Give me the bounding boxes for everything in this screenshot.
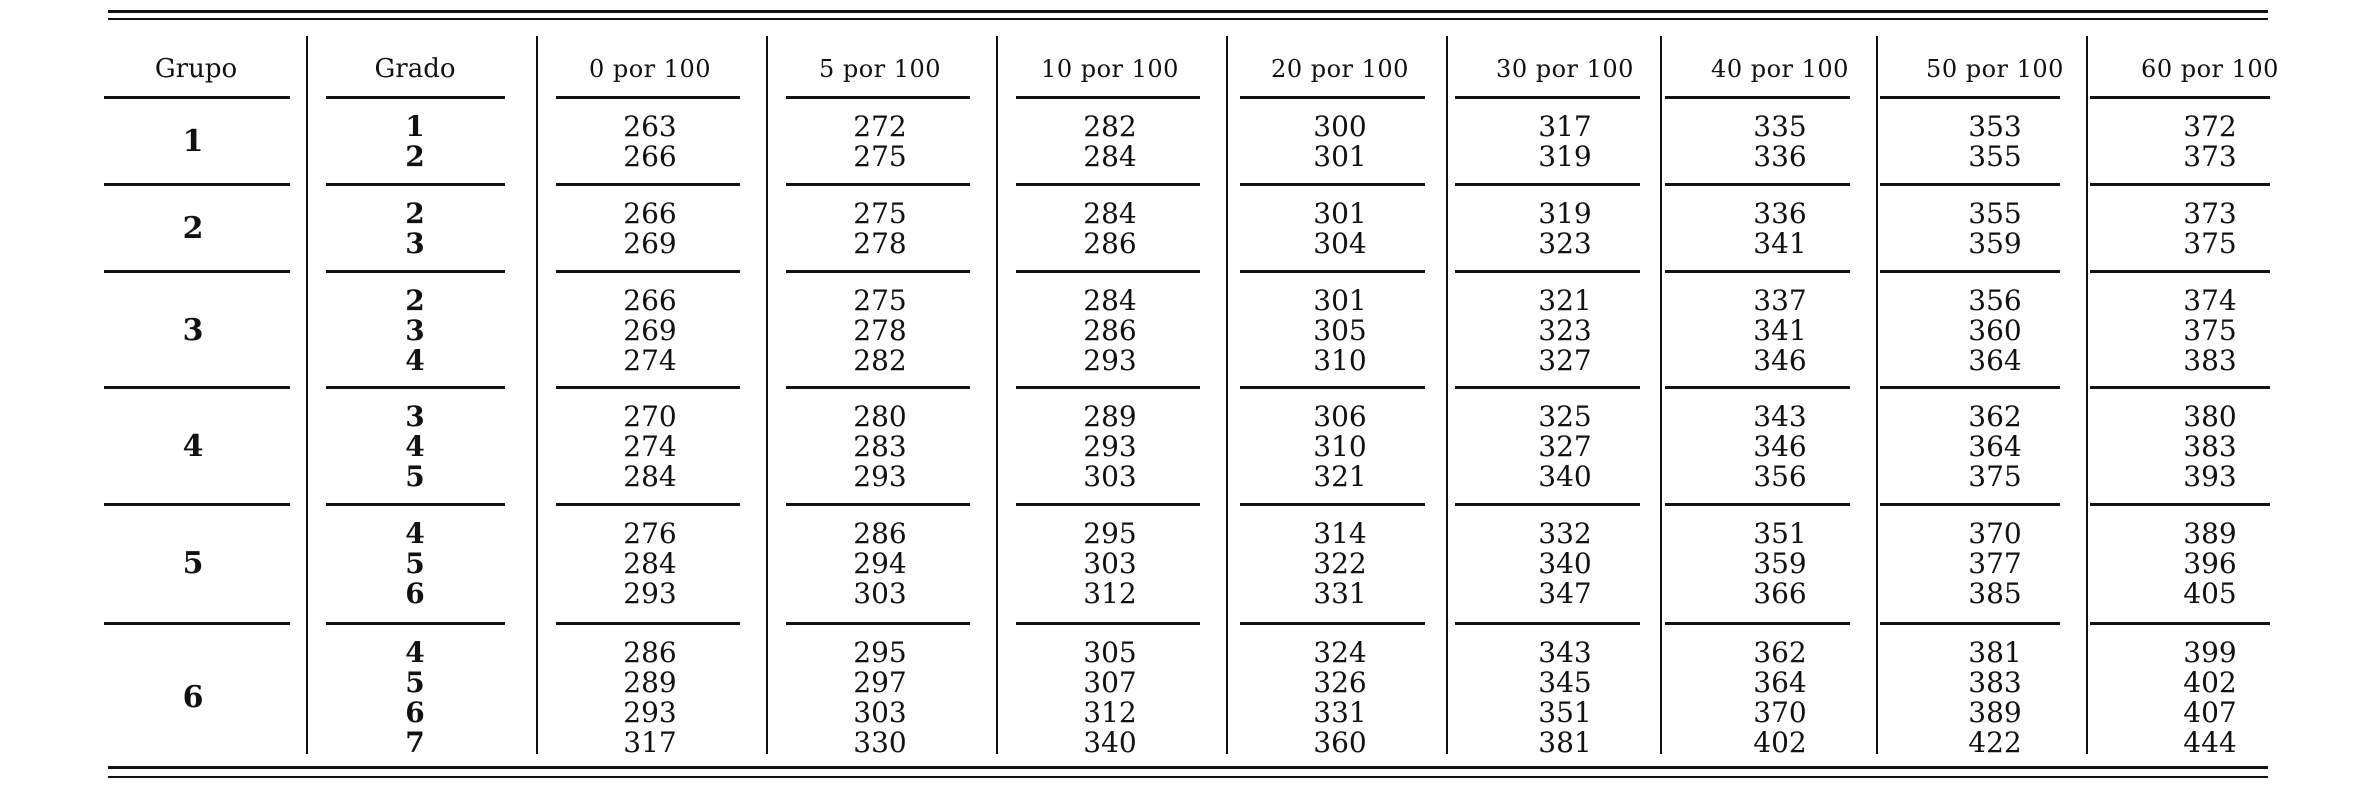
column-divider bbox=[536, 36, 538, 754]
row-separator bbox=[1240, 96, 1425, 99]
row-separator bbox=[2090, 183, 2270, 186]
value-cell: 284 bbox=[623, 460, 677, 493]
row-separator bbox=[1240, 270, 1425, 273]
value-cell: 346 bbox=[1753, 344, 1807, 377]
row-separator bbox=[556, 183, 740, 186]
value-cell: 381 bbox=[1538, 726, 1592, 759]
row-separator bbox=[1016, 270, 1200, 273]
value-cell: 393 bbox=[2183, 460, 2237, 493]
value-cell: 351 bbox=[1753, 517, 1807, 550]
value-cell: 380 bbox=[2183, 400, 2237, 433]
grado-cell: 5 bbox=[405, 460, 425, 493]
value-cell: 276 bbox=[623, 517, 677, 550]
value-cell: 327 bbox=[1538, 344, 1592, 377]
value-cell: 293 bbox=[853, 460, 907, 493]
row-separator bbox=[2090, 96, 2270, 99]
value-cell: 284 bbox=[1083, 197, 1137, 230]
value-cell: 383 bbox=[1968, 666, 2022, 699]
row-separator bbox=[326, 183, 505, 186]
column-header: 10 por 100 bbox=[1041, 55, 1179, 83]
value-cell: 325 bbox=[1538, 400, 1592, 433]
value-cell: 295 bbox=[1083, 517, 1137, 550]
row-separator bbox=[556, 386, 740, 389]
row-separator bbox=[326, 503, 505, 506]
row-separator bbox=[556, 622, 740, 625]
value-cell: 444 bbox=[2183, 726, 2237, 759]
row-separator bbox=[1016, 386, 1200, 389]
value-cell: 284 bbox=[1083, 284, 1137, 317]
value-cell: 356 bbox=[1753, 460, 1807, 493]
row-separator bbox=[786, 622, 970, 625]
value-cell: 331 bbox=[1313, 577, 1367, 610]
value-cell: 383 bbox=[2183, 344, 2237, 377]
value-cell: 359 bbox=[1968, 227, 2022, 260]
row-separator bbox=[1240, 183, 1425, 186]
column-header: 40 por 100 bbox=[1711, 55, 1849, 83]
column-header: 20 por 100 bbox=[1271, 55, 1409, 83]
value-cell: 383 bbox=[2183, 430, 2237, 463]
value-cell: 269 bbox=[623, 314, 677, 347]
row-separator bbox=[104, 503, 290, 506]
value-cell: 335 bbox=[1753, 110, 1807, 143]
value-cell: 293 bbox=[623, 577, 677, 610]
value-cell: 370 bbox=[1753, 696, 1807, 729]
value-cell: 303 bbox=[1083, 460, 1137, 493]
value-cell: 346 bbox=[1753, 430, 1807, 463]
column-header: 50 por 100 bbox=[1926, 55, 2064, 83]
grado-cell: 7 bbox=[405, 726, 425, 759]
row-separator bbox=[786, 503, 970, 506]
grupo-label: 2 bbox=[182, 211, 204, 246]
value-cell: 375 bbox=[2183, 314, 2237, 347]
row-separator bbox=[1880, 96, 2060, 99]
row-separator bbox=[1016, 503, 1200, 506]
value-cell: 324 bbox=[1313, 636, 1367, 669]
grado-cell: 6 bbox=[405, 696, 425, 729]
row-separator bbox=[556, 503, 740, 506]
row-separator bbox=[2090, 503, 2270, 506]
value-cell: 274 bbox=[623, 430, 677, 463]
value-cell: 364 bbox=[1968, 344, 2022, 377]
grupo-label: 1 bbox=[182, 124, 204, 159]
value-cell: 319 bbox=[1538, 197, 1592, 230]
grado-cell: 5 bbox=[405, 547, 425, 580]
row-separator bbox=[1455, 622, 1640, 625]
value-cell: 310 bbox=[1313, 430, 1367, 463]
column-divider bbox=[1660, 36, 1662, 754]
grado-cell: 2 bbox=[405, 197, 425, 230]
value-cell: 360 bbox=[1313, 726, 1367, 759]
value-cell: 370 bbox=[1968, 517, 2022, 550]
row-separator bbox=[1665, 270, 1850, 273]
row-separator bbox=[104, 270, 290, 273]
row-separator bbox=[1455, 96, 1640, 99]
row-separator bbox=[1016, 96, 1200, 99]
value-cell: 340 bbox=[1538, 547, 1592, 580]
value-cell: 364 bbox=[1968, 430, 2022, 463]
row-separator bbox=[1880, 503, 2060, 506]
row-separator bbox=[1880, 270, 2060, 273]
value-cell: 301 bbox=[1313, 197, 1367, 230]
value-cell: 278 bbox=[853, 314, 907, 347]
row-separator bbox=[786, 183, 970, 186]
column-divider bbox=[996, 36, 998, 754]
value-cell: 303 bbox=[1083, 547, 1137, 580]
bottom-rule bbox=[108, 776, 2268, 778]
value-cell: 389 bbox=[1968, 696, 2022, 729]
row-separator bbox=[2090, 386, 2270, 389]
row-separator bbox=[1240, 503, 1425, 506]
column-header: 5 por 100 bbox=[818, 55, 942, 83]
value-cell: 355 bbox=[1968, 140, 2022, 173]
row-separator bbox=[1455, 503, 1640, 506]
value-cell: 351 bbox=[1538, 696, 1592, 729]
grado-cell: 5 bbox=[405, 666, 425, 699]
row-separator bbox=[2090, 622, 2270, 625]
value-cell: 389 bbox=[2183, 517, 2237, 550]
row-separator bbox=[1455, 270, 1640, 273]
value-cell: 304 bbox=[1313, 227, 1367, 260]
value-cell: 326 bbox=[1313, 666, 1367, 699]
value-cell: 359 bbox=[1753, 547, 1807, 580]
row-separator bbox=[1665, 503, 1850, 506]
row-separator bbox=[1880, 622, 2060, 625]
value-cell: 303 bbox=[853, 577, 907, 610]
value-cell: 307 bbox=[1083, 666, 1137, 699]
value-cell: 375 bbox=[1968, 460, 2022, 493]
value-cell: 341 bbox=[1753, 314, 1807, 347]
value-cell: 278 bbox=[853, 227, 907, 260]
value-cell: 343 bbox=[1753, 400, 1807, 433]
value-cell: 286 bbox=[623, 636, 677, 669]
value-cell: 373 bbox=[2183, 140, 2237, 173]
value-cell: 377 bbox=[1968, 547, 2022, 580]
value-cell: 399 bbox=[2183, 636, 2237, 669]
value-cell: 340 bbox=[1083, 726, 1137, 759]
value-cell: 312 bbox=[1083, 696, 1137, 729]
value-cell: 372 bbox=[2183, 110, 2237, 143]
grupo-label: 3 bbox=[182, 313, 204, 348]
row-separator bbox=[1665, 622, 1850, 625]
grado-cell: 6 bbox=[405, 577, 425, 610]
column-header: 0 por 100 bbox=[588, 55, 712, 83]
value-cell: 275 bbox=[853, 140, 907, 173]
value-cell: 323 bbox=[1538, 227, 1592, 260]
value-cell: 375 bbox=[2183, 227, 2237, 260]
value-cell: 289 bbox=[1083, 400, 1137, 433]
value-cell: 284 bbox=[623, 547, 677, 580]
column-header: Grado bbox=[374, 54, 456, 84]
row-separator bbox=[326, 96, 505, 99]
row-separator bbox=[326, 622, 505, 625]
value-cell: 331 bbox=[1313, 696, 1367, 729]
value-cell: 422 bbox=[1968, 726, 2022, 759]
column-header: Grupo bbox=[154, 54, 238, 84]
value-cell: 301 bbox=[1313, 284, 1367, 317]
value-cell: 321 bbox=[1538, 284, 1592, 317]
value-cell: 347 bbox=[1538, 577, 1592, 610]
value-cell: 293 bbox=[1083, 344, 1137, 377]
grado-cell: 2 bbox=[405, 284, 425, 317]
grado-cell: 4 bbox=[405, 344, 425, 377]
value-cell: 343 bbox=[1538, 636, 1592, 669]
row-separator bbox=[556, 270, 740, 273]
value-cell: 274 bbox=[623, 344, 677, 377]
grado-cell: 4 bbox=[405, 517, 425, 550]
grado-cell: 4 bbox=[405, 430, 425, 463]
value-cell: 362 bbox=[1753, 636, 1807, 669]
value-cell: 286 bbox=[1083, 227, 1137, 260]
row-separator bbox=[1016, 622, 1200, 625]
value-cell: 282 bbox=[853, 344, 907, 377]
value-cell: 294 bbox=[853, 547, 907, 580]
grado-cell: 2 bbox=[405, 140, 425, 173]
grado-cell: 1 bbox=[405, 110, 425, 143]
column-header: 30 por 100 bbox=[1496, 55, 1634, 83]
value-cell: 286 bbox=[853, 517, 907, 550]
value-cell: 317 bbox=[1538, 110, 1592, 143]
bottom-rule bbox=[108, 766, 2268, 769]
column-divider bbox=[1876, 36, 1878, 754]
value-cell: 402 bbox=[1753, 726, 1807, 759]
value-cell: 317 bbox=[623, 726, 677, 759]
row-separator bbox=[1665, 183, 1850, 186]
value-cell: 402 bbox=[2183, 666, 2237, 699]
value-cell: 293 bbox=[623, 696, 677, 729]
row-separator bbox=[326, 386, 505, 389]
value-cell: 381 bbox=[1968, 636, 2022, 669]
value-cell: 305 bbox=[1313, 314, 1367, 347]
value-cell: 327 bbox=[1538, 430, 1592, 463]
value-cell: 263 bbox=[623, 110, 677, 143]
value-cell: 286 bbox=[1083, 314, 1137, 347]
value-cell: 280 bbox=[853, 400, 907, 433]
row-separator bbox=[786, 386, 970, 389]
value-cell: 283 bbox=[853, 430, 907, 463]
row-separator bbox=[326, 270, 505, 273]
value-cell: 323 bbox=[1538, 314, 1592, 347]
value-cell: 306 bbox=[1313, 400, 1367, 433]
column-divider bbox=[766, 36, 768, 754]
value-cell: 282 bbox=[1083, 110, 1137, 143]
value-cell: 374 bbox=[2183, 284, 2237, 317]
value-cell: 340 bbox=[1538, 460, 1592, 493]
value-cell: 345 bbox=[1538, 666, 1592, 699]
grado-cell: 3 bbox=[405, 314, 425, 347]
value-cell: 385 bbox=[1968, 577, 2022, 610]
value-cell: 360 bbox=[1968, 314, 2022, 347]
value-cell: 301 bbox=[1313, 140, 1367, 173]
grado-cell: 4 bbox=[405, 636, 425, 669]
row-separator bbox=[104, 386, 290, 389]
value-cell: 269 bbox=[623, 227, 677, 260]
value-cell: 275 bbox=[853, 197, 907, 230]
value-cell: 353 bbox=[1968, 110, 2022, 143]
value-cell: 297 bbox=[853, 666, 907, 699]
value-cell: 356 bbox=[1968, 284, 2022, 317]
row-separator bbox=[1880, 183, 2060, 186]
value-cell: 322 bbox=[1313, 547, 1367, 580]
top-rule bbox=[108, 10, 2268, 13]
value-cell: 336 bbox=[1753, 140, 1807, 173]
value-cell: 336 bbox=[1753, 197, 1807, 230]
row-separator bbox=[1880, 386, 2060, 389]
row-separator bbox=[2090, 270, 2270, 273]
value-cell: 289 bbox=[623, 666, 677, 699]
column-divider bbox=[1446, 36, 1448, 754]
value-cell: 373 bbox=[2183, 197, 2237, 230]
grado-cell: 3 bbox=[405, 227, 425, 260]
value-cell: 332 bbox=[1538, 517, 1592, 550]
value-cell: 293 bbox=[1083, 430, 1137, 463]
row-separator bbox=[1016, 183, 1200, 186]
value-cell: 270 bbox=[623, 400, 677, 433]
value-cell: 341 bbox=[1753, 227, 1807, 260]
value-cell: 305 bbox=[1083, 636, 1137, 669]
value-cell: 314 bbox=[1313, 517, 1367, 550]
value-cell: 310 bbox=[1313, 344, 1367, 377]
value-cell: 300 bbox=[1313, 110, 1367, 143]
value-cell: 319 bbox=[1538, 140, 1592, 173]
row-separator bbox=[104, 96, 290, 99]
grupo-label: 4 bbox=[182, 429, 204, 464]
row-separator bbox=[1665, 96, 1850, 99]
value-cell: 275 bbox=[853, 284, 907, 317]
row-separator bbox=[556, 96, 740, 99]
value-cell: 330 bbox=[853, 726, 907, 759]
value-cell: 303 bbox=[853, 696, 907, 729]
row-separator bbox=[1455, 386, 1640, 389]
row-separator bbox=[1665, 386, 1850, 389]
value-cell: 366 bbox=[1753, 577, 1807, 610]
row-separator bbox=[1455, 183, 1640, 186]
column-divider bbox=[2086, 36, 2088, 754]
value-cell: 362 bbox=[1968, 400, 2022, 433]
value-cell: 295 bbox=[853, 636, 907, 669]
value-cell: 337 bbox=[1753, 284, 1807, 317]
column-divider bbox=[1226, 36, 1228, 754]
row-separator bbox=[786, 270, 970, 273]
row-separator bbox=[786, 96, 970, 99]
value-cell: 407 bbox=[2183, 696, 2237, 729]
grupo-label: 6 bbox=[182, 680, 204, 715]
row-separator bbox=[1240, 386, 1425, 389]
value-cell: 266 bbox=[623, 284, 677, 317]
value-cell: 266 bbox=[623, 140, 677, 173]
value-cell: 266 bbox=[623, 197, 677, 230]
value-cell: 355 bbox=[1968, 197, 2022, 230]
column-header: 60 por 100 bbox=[2141, 55, 2279, 83]
grado-cell: 3 bbox=[405, 400, 425, 433]
grupo-label: 5 bbox=[182, 546, 204, 581]
value-cell: 364 bbox=[1753, 666, 1807, 699]
value-cell: 272 bbox=[853, 110, 907, 143]
value-cell: 396 bbox=[2183, 547, 2237, 580]
value-cell: 321 bbox=[1313, 460, 1367, 493]
value-cell: 312 bbox=[1083, 577, 1137, 610]
row-separator bbox=[104, 622, 290, 625]
row-separator bbox=[1240, 622, 1425, 625]
value-cell: 405 bbox=[2183, 577, 2237, 610]
top-rule bbox=[108, 18, 2268, 20]
value-cell: 284 bbox=[1083, 140, 1137, 173]
row-separator bbox=[104, 183, 290, 186]
